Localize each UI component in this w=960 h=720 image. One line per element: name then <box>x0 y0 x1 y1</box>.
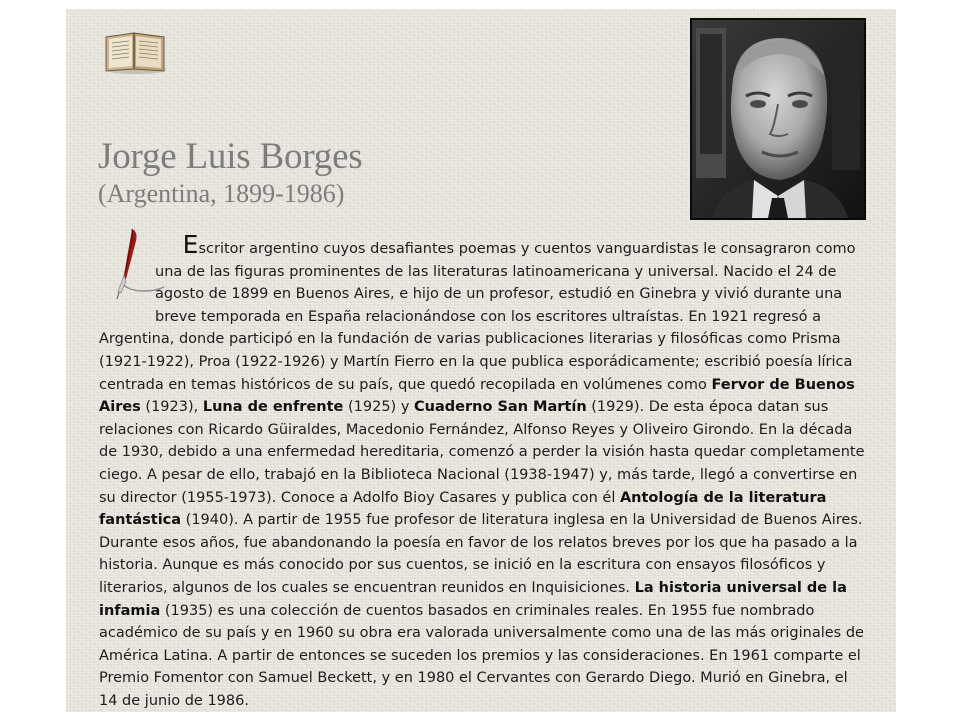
work-title-cuaderno: Cuaderno San Martín <box>414 399 587 416</box>
work-title-antologia: Antología de la literatura fantástica <box>99 489 827 529</box>
bio-text-5: (1940). A partir de 1955 fue profesor de literatura inglesa en la Universidad de Buenos Aires. Durante esos años, fue abandonando la poesía en favor de los relatos breves por los que ha pasado a la historia. Aunque es más conocido por sus cuentos, se inició en la escritura con ensayos filosóficos y literarios, algunos de los cuales se encuentran reunidos en Inquisiciones. <box>99 512 863 596</box>
bio-text-3: (1925) y <box>343 399 415 416</box>
page-subtitle: (Argentina, 1899-1986) <box>98 178 345 208</box>
drop-cap: E <box>182 230 199 259</box>
biography-text <box>99 230 869 712</box>
bio-text-1: scritor argentino cuyos desafiantes poemas y cuentos vanguardistas le consagraron como una de las figuras prominentes de las literaturas latinoamericana y universal. Nacido el 24 de agosto de 1899 en Buenos Aires, e hijo de un profesor, estudió en Ginebra y vivió durante una breve temporada en España relacionándose con los escritores ultraístas. En 1921 regresó a Argentina, donde participó en la fundación de varias publicaciones literarias y filosóficas como Prisma (1921-1922), Proa (1922-1926) y Martín Fierro en la que publica esporádicamente; escribió poesía lírica centrada en temas históricos de su país, que quedó recopilada en volúmenes como <box>99 241 856 393</box>
bio-text-2: (1923), <box>140 399 203 416</box>
pen-spacer <box>99 235 155 325</box>
biography-page <box>66 9 896 712</box>
work-title-historia: La historia universal de la infamia <box>99 579 847 619</box>
work-title-fervor: Fervor de Buenos Aires <box>99 376 855 416</box>
bio-text-6: (1935) es una colección de cuentos basados en criminales reales. En 1955 fue nombrado académico de su país y en 1960 su obra era valorada universalmente como una de las más originales de América Latina. A partir de entonces se suceden los premios y las consideraciones. En 1961 comparte el Premio Fomentor con Samuel Beckett, y en 1980 el Cervantes con Gerardo Diego. Murió en Ginebra, el 14 de junio de 1986. <box>99 602 864 709</box>
work-title-luna: Luna de enfrente <box>202 399 344 416</box>
page-title: Jorge Luis Borges <box>98 136 363 177</box>
title-block <box>98 137 363 208</box>
bio-text-4: (1929). De esta época datan sus relaciones con Ricardo Güiraldes, Macedonio Fernández, Alfonso Reyes y Oliveiro Girondo. En la década de 1930, debido a una enfermedad hereditaria, comenzó a perder la visión hasta quedar completamente ciego. A pesar de ello, trabajó en la Biblioteca Nacional (1938-1947) y, más tarde, llegó a convertirse en su director (1955-1973). Conoce a Adolfo Bioy Casares y publica con él <box>99 399 865 506</box>
open-book-icon <box>102 29 168 75</box>
portrait-photo <box>690 18 866 220</box>
